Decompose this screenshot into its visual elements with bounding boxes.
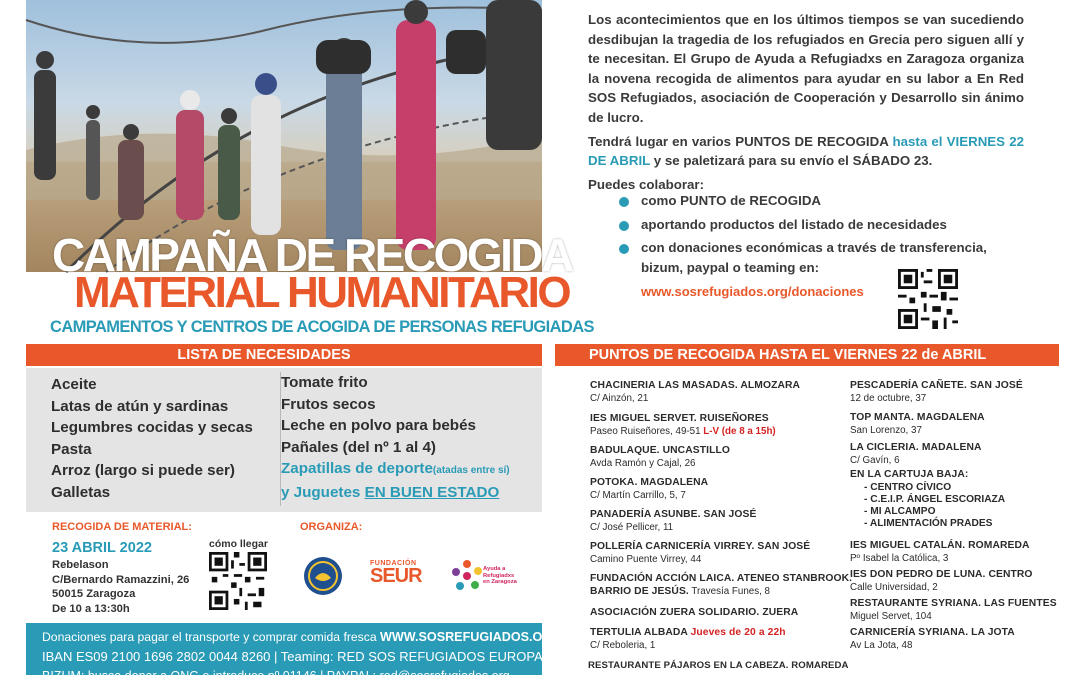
point-name: LA CICLERIA. MADALENA (850, 442, 982, 453)
point-address: C/ Gavín, 6 (850, 454, 900, 466)
need-item: Pasta (51, 440, 92, 458)
address-line: 50015 Zaragoza (52, 588, 136, 600)
point-name: TERTULIA ALBADA (590, 627, 691, 638)
donations-qr-code[interactable] (898, 269, 958, 329)
donations-link[interactable]: www.sosrefugiados.org/donaciones (641, 284, 864, 299)
collection-point (590, 413, 776, 438)
point-address: San Lorenzo, 37 (850, 424, 922, 436)
need-item: Legumbres cocidas y secas (51, 419, 253, 436)
collection-point (590, 509, 756, 534)
collection-point (850, 569, 1033, 594)
recogida-label: RECOGIDA DE MATERIAL: (52, 521, 192, 533)
point-name: RESTAURANTE SYRIANA. LAS FUENTES (850, 598, 1057, 609)
juguetes-condition: EN BUEN ESTADO (364, 483, 500, 501)
point-address: C/ José Pellicer, 11 (590, 521, 674, 533)
collaborate-item: aportando productos del listado de necesidades (616, 215, 1026, 235)
point-name: IES MIGUEL SERVET. RUISEÑORES (590, 413, 769, 424)
address-line: Rebelason (52, 559, 109, 571)
collection-point (590, 477, 708, 502)
collection-point (850, 540, 1030, 565)
point-address: Paseo Ruiseñores, 49-51 (590, 425, 704, 437)
need-item: Leche en polvo para bebés (281, 417, 476, 434)
intro-p2-highlight: hasta el VIERNES 22 DE ABRIL (588, 133, 1024, 169)
point-address: C/ Martín Carrillo, 5, 7 (590, 489, 686, 501)
need-item: Arroz (largo si puede ser) (51, 462, 235, 479)
point-name: CARNICERÍA SYRIANA. LA JOTA (850, 627, 1015, 638)
intro-text (588, 10, 1024, 198)
collection-point (590, 607, 798, 620)
point-name: RESTAURANTE PÁJAROS EN LA CABEZA. ROMAREDA (588, 660, 849, 671)
point-address-line (590, 586, 852, 599)
collaborate-list (616, 191, 1026, 281)
point-name: BADULAQUE. UNCASTILLO (590, 445, 730, 456)
intro-p2-text-b: y se paletizará para su envío el SÁBADO 23. (650, 153, 933, 169)
ayuda-refugiadxs-logo (451, 560, 483, 597)
point-name: TOP MANTA. MAGDALENA (850, 412, 985, 423)
juguetes-label: y Juguetes (281, 483, 365, 501)
ayuda-line: Refugiadxs (483, 572, 515, 579)
need-item: Aceite (51, 376, 97, 393)
como-llegar-label: cómo llegar (209, 538, 268, 550)
address-line: C/Bernardo Ramazzini, 26 (52, 573, 190, 586)
point-address: C/ Ainzón, 21 (590, 392, 649, 404)
point-sub-item: - ALIMENTACIÓN PRADES (864, 518, 993, 530)
collection-point (850, 598, 1057, 623)
point-address: 12 de octubre, 37 (850, 392, 927, 404)
point-address: Avda Ramón y Cajal, 26 (590, 457, 696, 469)
collection-point (850, 442, 982, 467)
collection-point (590, 541, 810, 566)
needs-list (26, 368, 542, 512)
point-name: IES DON PEDRO DE LUNA. CENTRO (850, 569, 1033, 580)
intro-paragraph-3: Puedes colaborar: (588, 176, 705, 192)
intro-p2-text-a: Tendrá lugar en varios PUNTOS DE RECOGIDA (588, 133, 893, 149)
collection-point (590, 573, 852, 598)
point-hours: Jueves de 20 a 22h (690, 627, 786, 638)
need-item-juguetes (281, 482, 510, 504)
need-item: Frutos secos (281, 395, 376, 413)
point-sub-item: - MI ALCAMPO (864, 506, 936, 518)
collection-point (850, 627, 1015, 652)
point-address: Calle Universidad, 2 (850, 581, 938, 593)
collection-point (588, 660, 849, 673)
collection-point (850, 380, 1023, 405)
ayuda-line: Ayuda a (483, 566, 506, 572)
ayuda-refugiadxs-text (483, 566, 517, 586)
point-name: PESCADERÍA CAÑETE. SAN JOSÉ (850, 380, 1023, 391)
zapatillas-label: Zapatillas de deporte (281, 460, 433, 477)
need-item: Pañales (del nº 1 al 4) (281, 438, 436, 456)
donations-line-3: BIZUM: busca donar a ONG e introduce nº 01146 | PAYPAL: red@sosrefugiados.org (42, 669, 510, 683)
point-name: IES MIGUEL CATALÁN. ROMAREDA (850, 540, 1030, 551)
points-header-bar: PUNTOS DE RECOGIDA HASTA EL VIERNES 22 de ABRIL (555, 344, 1059, 366)
point-name: EN LA CARTUJA BAJA: (850, 469, 969, 480)
point-address: C/ Reboleria, 1 (590, 639, 656, 651)
point-address: Av La Jota, 48 (850, 639, 913, 651)
zapatillas-note: (atadas entre sí) (432, 465, 510, 476)
point-name: CHACINERIA LAS MASADAS. ALMOZARA (590, 380, 801, 391)
needs-column-1 (51, 374, 253, 503)
point-address-line (590, 426, 776, 438)
point-name: FUNDACIÓN ACCIÓN LAICA. ATENEO STANBROOK. (590, 573, 853, 584)
collection-point (590, 380, 800, 405)
organization-seal-logo (303, 556, 343, 601)
point-sub-item: - C.E.I.P. ÁNGEL ESCORIAZA (864, 493, 1006, 505)
collection-point (590, 445, 730, 470)
point-name-line (590, 627, 786, 640)
campaign-title-line2: MATERIAL HUMANITARIO (74, 268, 570, 317)
donations-line-1 (42, 630, 561, 644)
need-item-zapatillas (281, 458, 510, 482)
fundacion-seur-logo (370, 560, 422, 585)
need-item: Latas de atún y sardinas (51, 397, 229, 415)
seur-text: SEUR (370, 565, 422, 587)
campaign-subtitle: CAMPAMENTOS Y CENTROS DE ACOGIDA DE PERSONAS REFUGIADAS (50, 318, 594, 336)
donations-text: Donaciones para pagar el transporte y comprar comida fresca (42, 630, 381, 644)
location-qr-code[interactable] (209, 552, 267, 610)
point-name: POLLERÍA CARNICERÍA VIRREY. SAN JOSÉ (590, 541, 811, 552)
point-hours: L-V (de 8 a 15h) (703, 425, 776, 437)
donations-line-2: IBAN ES09 2100 1696 2802 0044 8260 | Teaming: RED SOS REFUGIADOS EUROPA (42, 649, 543, 664)
seur-fundacion-text: FUNDACIÓN (370, 560, 417, 567)
point-name-2: BARRIO DE JESÚS. (590, 585, 689, 597)
address-line: De 10 a 13:30h (52, 602, 130, 615)
organiza-label: ORGANIZA: (300, 521, 363, 533)
intro-paragraph-1: Los acontecimientos que en los últimos tiempos se van sucediendo desdibujan la tragedia de los refugiados en Grecia pero siguen allí y te necesitan. El Grupo de Ayuda a Refugiadxs en Zaragoza organiza la novena recogida de alimentos para ayudar en su labor a En Red SOS Refugiados, asociación de Cooperación y Desarrollo sin ánimo de lucro. (588, 12, 1024, 125)
donations-box (26, 623, 562, 683)
needs-column-2 (280, 372, 510, 506)
collaborate-item: con donaciones económicas a través de transferencia, bizum, paypal o teaming en: (616, 238, 1026, 277)
recogida-date: 23 ABRIL 2022 (52, 540, 152, 556)
point-name: ASOCIACIÓN ZUERA SOLIDARIO. ZUERA (590, 607, 799, 618)
point-address: Miguel Servet, 104 (850, 610, 932, 622)
need-item: Galletas (51, 483, 111, 501)
point-address: Travesía Funes, 8 (688, 585, 771, 597)
need-item: Tomate frito (281, 374, 368, 391)
point-sub-item: - CENTRO CÍVICO (864, 481, 952, 493)
collection-point-group (850, 469, 1005, 531)
recogida-address (52, 558, 189, 616)
collection-point (590, 627, 786, 652)
donations-website[interactable]: WWW.SOSREFUGIADOS.ORG (380, 630, 562, 644)
collaborate-item: como PUNTO de RECOGIDA (616, 191, 1026, 211)
campaign-title-line1: CAMPAÑA DE RECOGIDA (52, 229, 572, 281)
point-name: POTOKA. MAGDALENA (590, 477, 709, 488)
intro-paragraph-2 (588, 132, 1024, 171)
collection-point (850, 412, 985, 437)
point-address: Pº Isabel la Católica, 3 (850, 552, 949, 564)
ayuda-line: en Zaragoza (483, 579, 517, 586)
point-name: PANADERÍA ASUNBE. SAN JOSÉ (590, 509, 757, 520)
needs-header-bar: LISTA DE NECESIDADES (26, 344, 542, 366)
point-address: Camino Puente Virrey, 44 (590, 553, 702, 565)
